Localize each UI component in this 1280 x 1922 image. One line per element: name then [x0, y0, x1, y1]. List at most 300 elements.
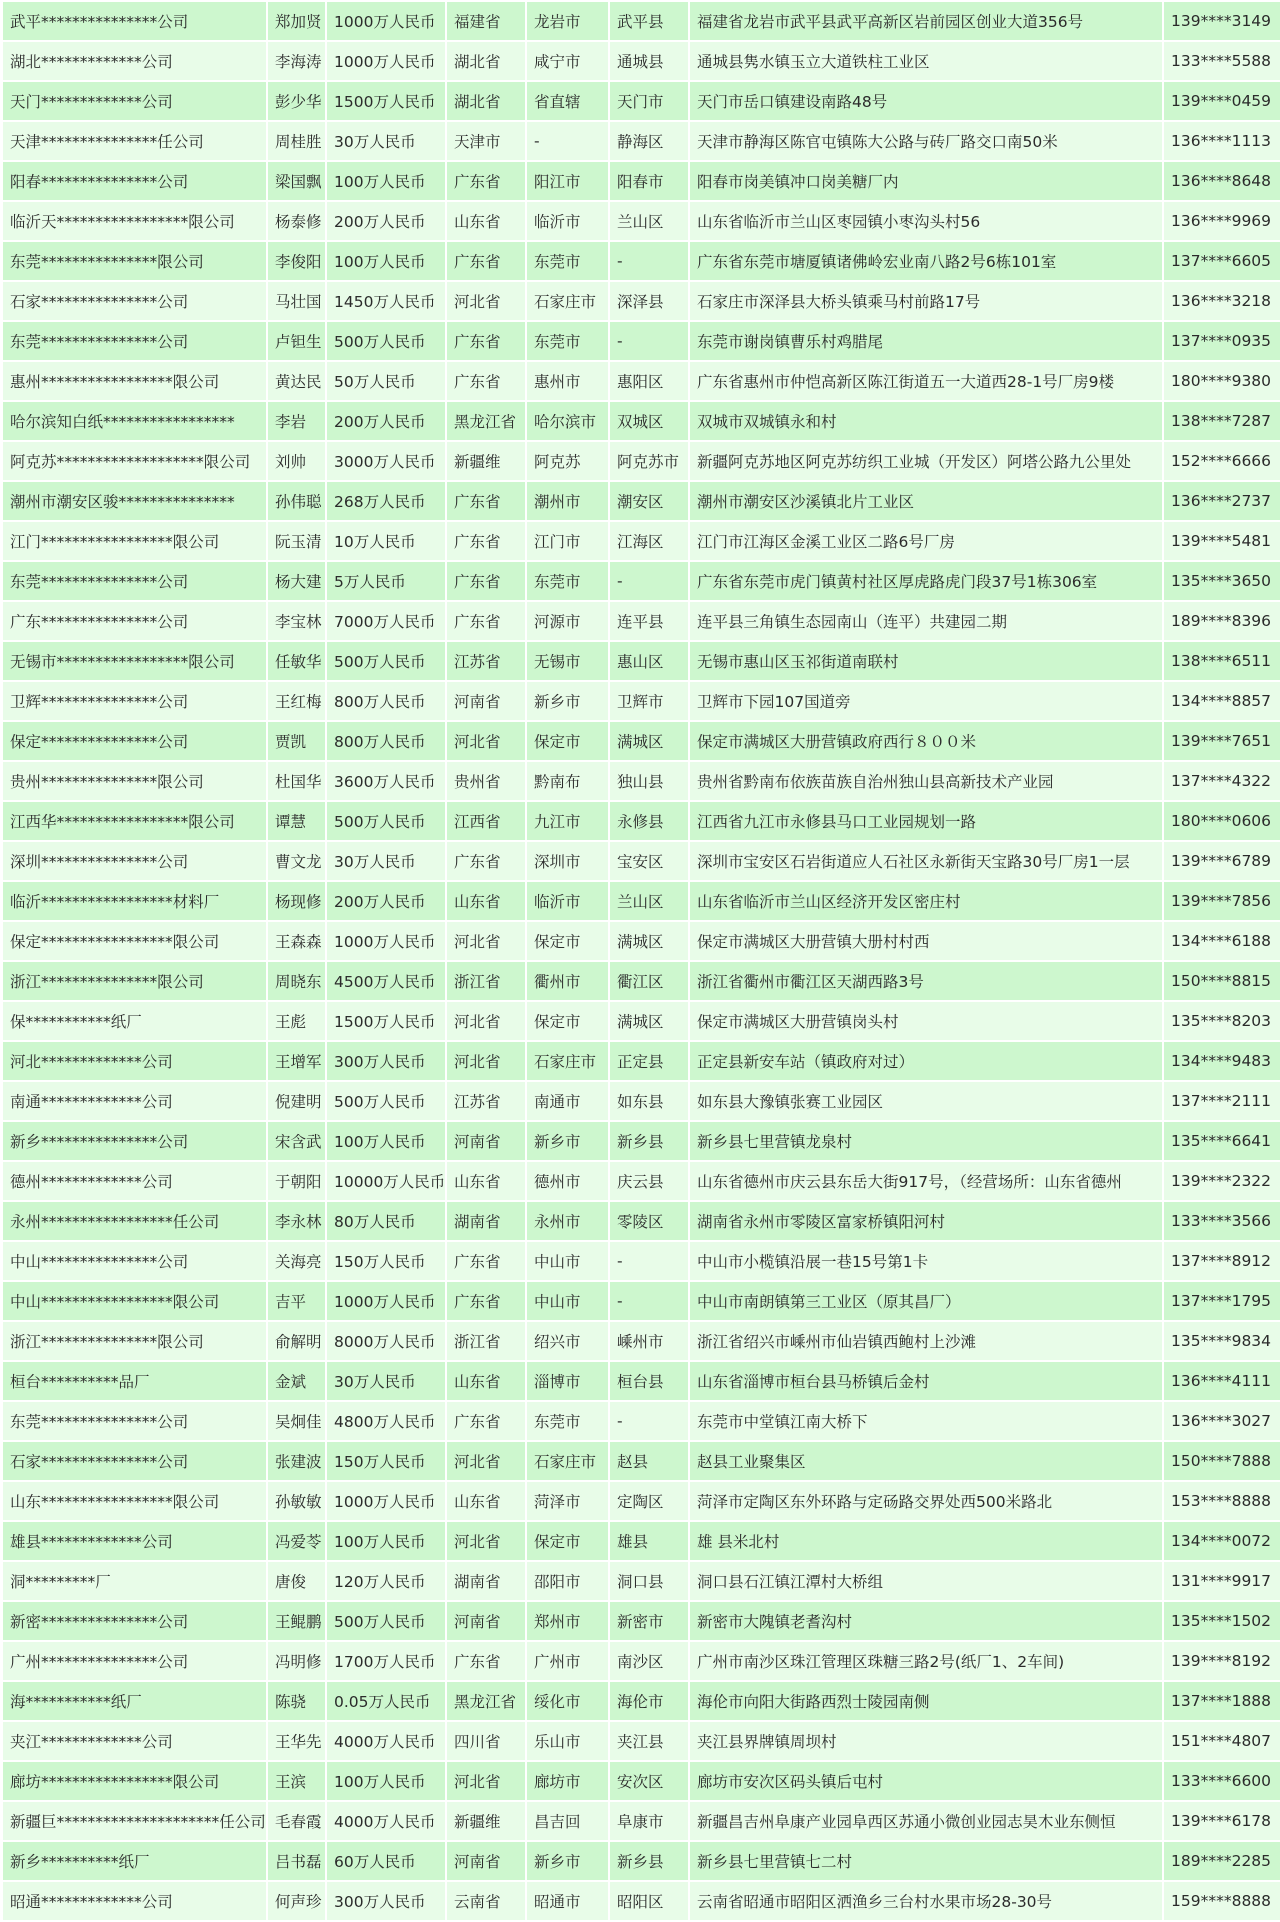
- legal-rep-cell: 杨泰修: [268, 202, 325, 240]
- province-cell: 湖北省: [447, 82, 525, 120]
- city-cell: 绥化市: [527, 1682, 608, 1720]
- registered-capital-cell: 10万人民币: [327, 522, 445, 560]
- phone-cell: 136****4111: [1164, 1362, 1280, 1400]
- phone-cell: 137****4322: [1164, 762, 1280, 800]
- city-cell: 新乡市: [527, 682, 608, 720]
- city-cell: 乐山市: [527, 1722, 608, 1760]
- legal-rep-cell: 王华先: [268, 1722, 325, 1760]
- legal-rep-cell: 张建波: [268, 1442, 325, 1480]
- table-row: [3, 1762, 1280, 1800]
- legal-rep-cell: 任敏华: [268, 642, 325, 680]
- table-row: [3, 202, 1280, 240]
- legal-rep-cell: 王红梅: [268, 682, 325, 720]
- company-name-cell: 广州***************公司: [3, 1642, 266, 1680]
- phone-cell: 133****6600: [1164, 1762, 1280, 1800]
- phone-cell: 139****6789: [1164, 842, 1280, 880]
- table-row: [3, 1522, 1280, 1560]
- province-cell: 山东省: [447, 1162, 525, 1200]
- city-cell: 阿克苏: [527, 442, 608, 480]
- district-cell: 潮安区: [610, 482, 688, 520]
- province-cell: 广东省: [447, 562, 525, 600]
- legal-rep-cell: 关海亮: [268, 1242, 325, 1280]
- phone-cell: 136****3027: [1164, 1402, 1280, 1440]
- address-cell: 天津市静海区陈官屯镇陈大公路与砖厂路交口南50米: [690, 122, 1162, 160]
- district-cell: 定陶区: [610, 1482, 688, 1520]
- table-row: [3, 802, 1280, 840]
- phone-cell: 134****8857: [1164, 682, 1280, 720]
- district-cell: 永修县: [610, 802, 688, 840]
- legal-rep-cell: 李俊阳: [268, 242, 325, 280]
- city-cell: 中山市: [527, 1282, 608, 1320]
- table-row: [3, 882, 1280, 920]
- city-cell: 黔南布: [527, 762, 608, 800]
- table-row: [3, 1242, 1280, 1280]
- address-cell: 福建省龙岩市武平县武平高新区岩前园区创业大道356号: [690, 2, 1162, 40]
- table-row: [3, 842, 1280, 880]
- company-name-cell: 浙江***************限公司: [3, 962, 266, 1000]
- table-row: [3, 1122, 1280, 1160]
- company-name-cell: 临沂*****************材料厂: [3, 882, 266, 920]
- address-cell: 新疆阿克苏地区阿克苏纺织工业城（开发区）阿塔公路九公里处: [690, 442, 1162, 480]
- district-cell: 阜康市: [610, 1802, 688, 1840]
- legal-rep-cell: 刘帅: [268, 442, 325, 480]
- address-cell: 中山市南朗镇第三工业区（原其昌厂）: [690, 1282, 1162, 1320]
- company-name-cell: 石家***************公司: [3, 282, 266, 320]
- district-cell: 惠阳区: [610, 362, 688, 400]
- registered-capital-cell: 4500万人民币: [327, 962, 445, 1000]
- phone-cell: 135****8203: [1164, 1002, 1280, 1040]
- company-name-cell: 南通*************公司: [3, 1082, 266, 1120]
- company-name-cell: 桓台**********品厂: [3, 1362, 266, 1400]
- phone-cell: 133****5588: [1164, 42, 1280, 80]
- registered-capital-cell: 50万人民币: [327, 362, 445, 400]
- city-cell: 石家庄市: [527, 282, 608, 320]
- district-cell: 新乡县: [610, 1122, 688, 1160]
- city-cell: 石家庄市: [527, 1442, 608, 1480]
- address-cell: 东莞市谢岗镇曹乐村鸡腊尾: [690, 322, 1162, 360]
- table-row: [3, 922, 1280, 960]
- province-cell: 黑龙江省: [447, 1682, 525, 1720]
- city-cell: 哈尔滨市: [527, 402, 608, 440]
- registered-capital-cell: 500万人民币: [327, 1082, 445, 1120]
- district-cell: 兰山区: [610, 882, 688, 920]
- district-cell: 独山县: [610, 762, 688, 800]
- registered-capital-cell: 150万人民币: [327, 1442, 445, 1480]
- province-cell: 贵州省: [447, 762, 525, 800]
- province-cell: 广东省: [447, 162, 525, 200]
- city-cell: 东莞市: [527, 562, 608, 600]
- province-cell: 浙江省: [447, 1322, 525, 1360]
- table-row: [3, 682, 1280, 720]
- legal-rep-cell: 彭少华: [268, 82, 325, 120]
- district-cell: 阳春市: [610, 162, 688, 200]
- table-row: [3, 482, 1280, 520]
- phone-cell: 136****9969: [1164, 202, 1280, 240]
- table-row: [3, 442, 1280, 480]
- company-name-cell: 德州*************公司: [3, 1162, 266, 1200]
- phone-cell: 138****6511: [1164, 642, 1280, 680]
- registered-capital-cell: 100万人民币: [327, 242, 445, 280]
- registered-capital-cell: 60万人民币: [327, 1842, 445, 1880]
- province-cell: 广东省: [447, 482, 525, 520]
- district-cell: 连平县: [610, 602, 688, 640]
- address-cell: 阳春市岗美镇冲口岗美糖厂内: [690, 162, 1162, 200]
- company-name-cell: 中山*****************限公司: [3, 1282, 266, 1320]
- province-cell: 河北省: [447, 1002, 525, 1040]
- legal-rep-cell: 李岩: [268, 402, 325, 440]
- phone-cell: 139****5481: [1164, 522, 1280, 560]
- table-row: [3, 1002, 1280, 1040]
- city-cell: 咸宁市: [527, 42, 608, 80]
- registered-capital-cell: 30万人民币: [327, 842, 445, 880]
- city-cell: 菏泽市: [527, 1482, 608, 1520]
- address-cell: 山东省临沂市兰山区经济开发区密庄村: [690, 882, 1162, 920]
- province-cell: 山东省: [447, 1482, 525, 1520]
- registered-capital-cell: 1700万人民币: [327, 1642, 445, 1680]
- address-cell: 菏泽市定陶区东外环路与定砀路交界处西500米路北: [690, 1482, 1162, 1520]
- legal-rep-cell: 王森森: [268, 922, 325, 960]
- district-cell: 赵县: [610, 1442, 688, 1480]
- province-cell: 新疆维: [447, 442, 525, 480]
- address-cell: 双城市双城镇永和村: [690, 402, 1162, 440]
- legal-rep-cell: 毛春霞: [268, 1802, 325, 1840]
- address-cell: 海伦市向阳大街路西烈士陵园南侧: [690, 1682, 1162, 1720]
- province-cell: 河北省: [447, 1042, 525, 1080]
- table-row: [3, 962, 1280, 1000]
- table-row: [3, 722, 1280, 760]
- legal-rep-cell: 吉平: [268, 1282, 325, 1320]
- city-cell: 无锡市: [527, 642, 608, 680]
- legal-rep-cell: 金斌: [268, 1362, 325, 1400]
- table-row: [3, 1202, 1280, 1240]
- address-cell: 新乡县七里营镇龙泉村: [690, 1122, 1162, 1160]
- company-name-cell: 雄县*************公司: [3, 1522, 266, 1560]
- legal-rep-cell: 吴炯佳: [268, 1402, 325, 1440]
- company-name-cell: 东莞***************限公司: [3, 242, 266, 280]
- city-cell: -: [527, 122, 608, 160]
- table-row: [3, 122, 1280, 160]
- city-cell: 龙岩市: [527, 2, 608, 40]
- registered-capital-cell: 500万人民币: [327, 642, 445, 680]
- legal-rep-cell: 王彪: [268, 1002, 325, 1040]
- company-name-cell: 天门*************公司: [3, 82, 266, 120]
- district-cell: 静海区: [610, 122, 688, 160]
- registered-capital-cell: 80万人民币: [327, 1202, 445, 1240]
- phone-cell: 134****9483: [1164, 1042, 1280, 1080]
- phone-cell: 135****6641: [1164, 1122, 1280, 1160]
- phone-cell: 137****0935: [1164, 322, 1280, 360]
- province-cell: 河北省: [447, 1522, 525, 1560]
- province-cell: 广东省: [447, 602, 525, 640]
- address-cell: 新乡县七里营镇七二村: [690, 1842, 1162, 1880]
- address-cell: 洞口县石江镇江潭村大桥组: [690, 1562, 1162, 1600]
- address-cell: 新密市大隗镇老耆沟村: [690, 1602, 1162, 1640]
- company-name-cell: 贵州***************限公司: [3, 762, 266, 800]
- table-row: [3, 1682, 1280, 1720]
- district-cell: 庆云县: [610, 1162, 688, 1200]
- company-name-cell: 中山***************公司: [3, 1242, 266, 1280]
- address-cell: 如东县大豫镇张赛工业园区: [690, 1082, 1162, 1120]
- address-cell: 中山市小榄镇沿展一巷15号第1卡: [690, 1242, 1162, 1280]
- phone-cell: 150****8815: [1164, 962, 1280, 1000]
- table-row: [3, 1562, 1280, 1600]
- company-name-cell: 惠州*****************限公司: [3, 362, 266, 400]
- legal-rep-cell: 于朝阳: [268, 1162, 325, 1200]
- legal-rep-cell: 梁国飘: [268, 162, 325, 200]
- company-name-cell: 东莞***************公司: [3, 322, 266, 360]
- address-cell: 正定县新安车站（镇政府对过）: [690, 1042, 1162, 1080]
- table-row: [3, 1362, 1280, 1400]
- table-row: [3, 1082, 1280, 1120]
- city-cell: 潮州市: [527, 482, 608, 520]
- province-cell: 山东省: [447, 882, 525, 920]
- district-cell: 双城区: [610, 402, 688, 440]
- legal-rep-cell: 曹文龙: [268, 842, 325, 880]
- company-table: [1, 0, 1280, 1922]
- table-row: [3, 1642, 1280, 1680]
- province-cell: 河北省: [447, 282, 525, 320]
- registered-capital-cell: 100万人民币: [327, 1122, 445, 1160]
- phone-cell: 159****8888: [1164, 1882, 1280, 1920]
- province-cell: 河南省: [447, 1602, 525, 1640]
- district-cell: 嵊州市: [610, 1322, 688, 1360]
- city-cell: 河源市: [527, 602, 608, 640]
- province-cell: 广东省: [447, 322, 525, 360]
- legal-rep-cell: 李海涛: [268, 42, 325, 80]
- city-cell: 九江市: [527, 802, 608, 840]
- phone-cell: 131****9917: [1164, 1562, 1280, 1600]
- registered-capital-cell: 1500万人民币: [327, 1002, 445, 1040]
- legal-rep-cell: 郑加贤: [268, 2, 325, 40]
- phone-cell: 135****3650: [1164, 562, 1280, 600]
- province-cell: 四川省: [447, 1722, 525, 1760]
- company-name-cell: 新疆巨*********************任公司: [3, 1802, 266, 1840]
- district-cell: 安次区: [610, 1762, 688, 1800]
- phone-cell: 151****4807: [1164, 1722, 1280, 1760]
- phone-cell: 139****7856: [1164, 882, 1280, 920]
- company-name-cell: 天津***************任公司: [3, 122, 266, 160]
- registered-capital-cell: 1450万人民币: [327, 282, 445, 320]
- company-name-cell: 永州*****************任公司: [3, 1202, 266, 1240]
- phone-cell: 133****3566: [1164, 1202, 1280, 1240]
- address-cell: 通城县隽水镇玉立大道铁柱工业区: [690, 42, 1162, 80]
- registered-capital-cell: 800万人民币: [327, 722, 445, 760]
- company-name-cell: 石家***************公司: [3, 1442, 266, 1480]
- phone-cell: 139****3149: [1164, 2, 1280, 40]
- city-cell: 阳江市: [527, 162, 608, 200]
- legal-rep-cell: 卢钽生: [268, 322, 325, 360]
- phone-cell: 139****7651: [1164, 722, 1280, 760]
- address-cell: 连平县三角镇生态园南山（连平）共建园二期: [690, 602, 1162, 640]
- registered-capital-cell: 500万人民币: [327, 1602, 445, 1640]
- address-cell: 保定市满城区大册营镇政府西行８００米: [690, 722, 1162, 760]
- company-name-cell: 洞*********厂: [3, 1562, 266, 1600]
- province-cell: 黑龙江省: [447, 402, 525, 440]
- company-name-cell: 阿克苏*******************限公司: [3, 442, 266, 480]
- city-cell: 新乡市: [527, 1842, 608, 1880]
- company-name-cell: 新密***************公司: [3, 1602, 266, 1640]
- legal-rep-cell: 孙伟聪: [268, 482, 325, 520]
- district-cell: 天门市: [610, 82, 688, 120]
- company-name-cell: 山东*****************限公司: [3, 1482, 266, 1520]
- province-cell: 广东省: [447, 1642, 525, 1680]
- phone-cell: 137****6605: [1164, 242, 1280, 280]
- district-cell: -: [610, 1402, 688, 1440]
- table-row: [3, 162, 1280, 200]
- district-cell: -: [610, 1242, 688, 1280]
- legal-rep-cell: 吕书磊: [268, 1842, 325, 1880]
- address-cell: 石家庄市深泽县大桥头镇乘马村前路17号: [690, 282, 1162, 320]
- province-cell: 河南省: [447, 1842, 525, 1880]
- address-cell: 东莞市中堂镇江南大桥下: [690, 1402, 1162, 1440]
- table-row: [3, 562, 1280, 600]
- legal-rep-cell: 周晓东: [268, 962, 325, 1000]
- district-cell: -: [610, 242, 688, 280]
- city-cell: 邵阳市: [527, 1562, 608, 1600]
- district-cell: 阿克苏市: [610, 442, 688, 480]
- legal-rep-cell: 冯爱苓: [268, 1522, 325, 1560]
- registered-capital-cell: 10000万人民币: [327, 1162, 445, 1200]
- table-row: [3, 242, 1280, 280]
- legal-rep-cell: 谭慧: [268, 802, 325, 840]
- district-cell: -: [610, 1282, 688, 1320]
- table-row: [3, 402, 1280, 440]
- table-row: [3, 1722, 1280, 1760]
- province-cell: 广东省: [447, 242, 525, 280]
- district-cell: 桓台县: [610, 1362, 688, 1400]
- city-cell: 广州市: [527, 1642, 608, 1680]
- company-name-cell: 廊坊*****************限公司: [3, 1762, 266, 1800]
- district-cell: 武平县: [610, 2, 688, 40]
- legal-rep-cell: 黄达民: [268, 362, 325, 400]
- registered-capital-cell: 8000万人民币: [327, 1322, 445, 1360]
- city-cell: 昭通市: [527, 1882, 608, 1920]
- table-row: [3, 602, 1280, 640]
- table-row: [3, 322, 1280, 360]
- city-cell: 廊坊市: [527, 1762, 608, 1800]
- city-cell: 南通市: [527, 1082, 608, 1120]
- company-name-cell: 潮州市潮安区骏***************: [3, 482, 266, 520]
- address-cell: 保定市满城区大册营镇岗头村: [690, 1002, 1162, 1040]
- phone-cell: 136****3218: [1164, 282, 1280, 320]
- city-cell: 衢州市: [527, 962, 608, 1000]
- legal-rep-cell: 孙敏敏: [268, 1482, 325, 1520]
- phone-cell: 180****0606: [1164, 802, 1280, 840]
- province-cell: 山东省: [447, 202, 525, 240]
- city-cell: 临沂市: [527, 202, 608, 240]
- phone-cell: 152****6666: [1164, 442, 1280, 480]
- registered-capital-cell: 1000万人民币: [327, 42, 445, 80]
- phone-cell: 136****8648: [1164, 162, 1280, 200]
- company-name-cell: 海***********纸厂: [3, 1682, 266, 1720]
- table-row: [3, 1162, 1280, 1200]
- province-cell: 河北省: [447, 1762, 525, 1800]
- company-name-cell: 新乡***************公司: [3, 1122, 266, 1160]
- city-cell: 东莞市: [527, 242, 608, 280]
- company-name-cell: 东莞***************公司: [3, 1402, 266, 1440]
- address-cell: 潮州市潮安区沙溪镇北片工业区: [690, 482, 1162, 520]
- province-cell: 广东省: [447, 1282, 525, 1320]
- phone-cell: 135****1502: [1164, 1602, 1280, 1640]
- company-name-cell: 江门*****************限公司: [3, 522, 266, 560]
- district-cell: 满城区: [610, 922, 688, 960]
- phone-cell: 137****1888: [1164, 1682, 1280, 1720]
- district-cell: -: [610, 322, 688, 360]
- district-cell: 雄县: [610, 1522, 688, 1560]
- table-row: [3, 1282, 1280, 1320]
- phone-cell: 153****8888: [1164, 1482, 1280, 1520]
- province-cell: 湖北省: [447, 42, 525, 80]
- legal-rep-cell: 王鲲鹏: [268, 1602, 325, 1640]
- registered-capital-cell: 100万人民币: [327, 162, 445, 200]
- legal-rep-cell: 冯明修: [268, 1642, 325, 1680]
- legal-rep-cell: 王增军: [268, 1042, 325, 1080]
- registered-capital-cell: 3600万人民币: [327, 762, 445, 800]
- province-cell: 天津市: [447, 122, 525, 160]
- table-row: [3, 1322, 1280, 1360]
- district-cell: 昭阳区: [610, 1882, 688, 1920]
- address-cell: 卫辉市下园107国道旁: [690, 682, 1162, 720]
- province-cell: 福建省: [447, 2, 525, 40]
- province-cell: 河南省: [447, 682, 525, 720]
- company-name-cell: 保定*****************限公司: [3, 922, 266, 960]
- province-cell: 河北省: [447, 1442, 525, 1480]
- table-row: [3, 1842, 1280, 1880]
- phone-cell: 135****9834: [1164, 1322, 1280, 1360]
- city-cell: 江门市: [527, 522, 608, 560]
- city-cell: 永州市: [527, 1202, 608, 1240]
- registered-capital-cell: 268万人民币: [327, 482, 445, 520]
- address-cell: 山东省德州市庆云县东岳大街917号，（经营场所：山东省德州: [690, 1162, 1162, 1200]
- address-cell: 广东省惠州市仲恺高新区陈江街道五一大道西28-1号厂房9楼: [690, 362, 1162, 400]
- city-cell: 保定市: [527, 1522, 608, 1560]
- table-row: [3, 1442, 1280, 1480]
- province-cell: 云南省: [447, 1882, 525, 1920]
- address-cell: 夹江县界牌镇周坝村: [690, 1722, 1162, 1760]
- district-cell: 深泽县: [610, 282, 688, 320]
- phone-cell: 137****2111: [1164, 1082, 1280, 1120]
- registered-capital-cell: 1000万人民币: [327, 2, 445, 40]
- district-cell: 卫辉市: [610, 682, 688, 720]
- company-name-cell: 浙江***************限公司: [3, 1322, 266, 1360]
- city-cell: 省直辖: [527, 82, 608, 120]
- address-cell: 浙江省衢州市衢江区天湖西路3号: [690, 962, 1162, 1000]
- city-cell: 深圳市: [527, 842, 608, 880]
- table-row: [3, 82, 1280, 120]
- phone-cell: 138****7287: [1164, 402, 1280, 440]
- registered-capital-cell: 500万人民币: [327, 802, 445, 840]
- table-row: [3, 1042, 1280, 1080]
- phone-cell: 136****2737: [1164, 482, 1280, 520]
- address-cell: 保定市满城区大册营镇大册村村西: [690, 922, 1162, 960]
- company-name-cell: 保***********纸厂: [3, 1002, 266, 1040]
- company-name-cell: 阳春***************公司: [3, 162, 266, 200]
- company-name-cell: 夹江*************公司: [3, 1722, 266, 1760]
- province-cell: 湖南省: [447, 1562, 525, 1600]
- district-cell: 满城区: [610, 1002, 688, 1040]
- address-cell: 江西省九江市永修县马口工业园规划一路: [690, 802, 1162, 840]
- province-cell: 山东省: [447, 1362, 525, 1400]
- city-cell: 东莞市: [527, 1402, 608, 1440]
- company-name-cell: 广东***************公司: [3, 602, 266, 640]
- company-name-cell: 深圳***************公司: [3, 842, 266, 880]
- company-name-cell: 河北*************公司: [3, 1042, 266, 1080]
- legal-rep-cell: 何声珍: [268, 1882, 325, 1920]
- registered-capital-cell: 7000万人民币: [327, 602, 445, 640]
- phone-cell: 139****0459: [1164, 82, 1280, 120]
- city-cell: 昌吉回: [527, 1802, 608, 1840]
- district-cell: 夹江县: [610, 1722, 688, 1760]
